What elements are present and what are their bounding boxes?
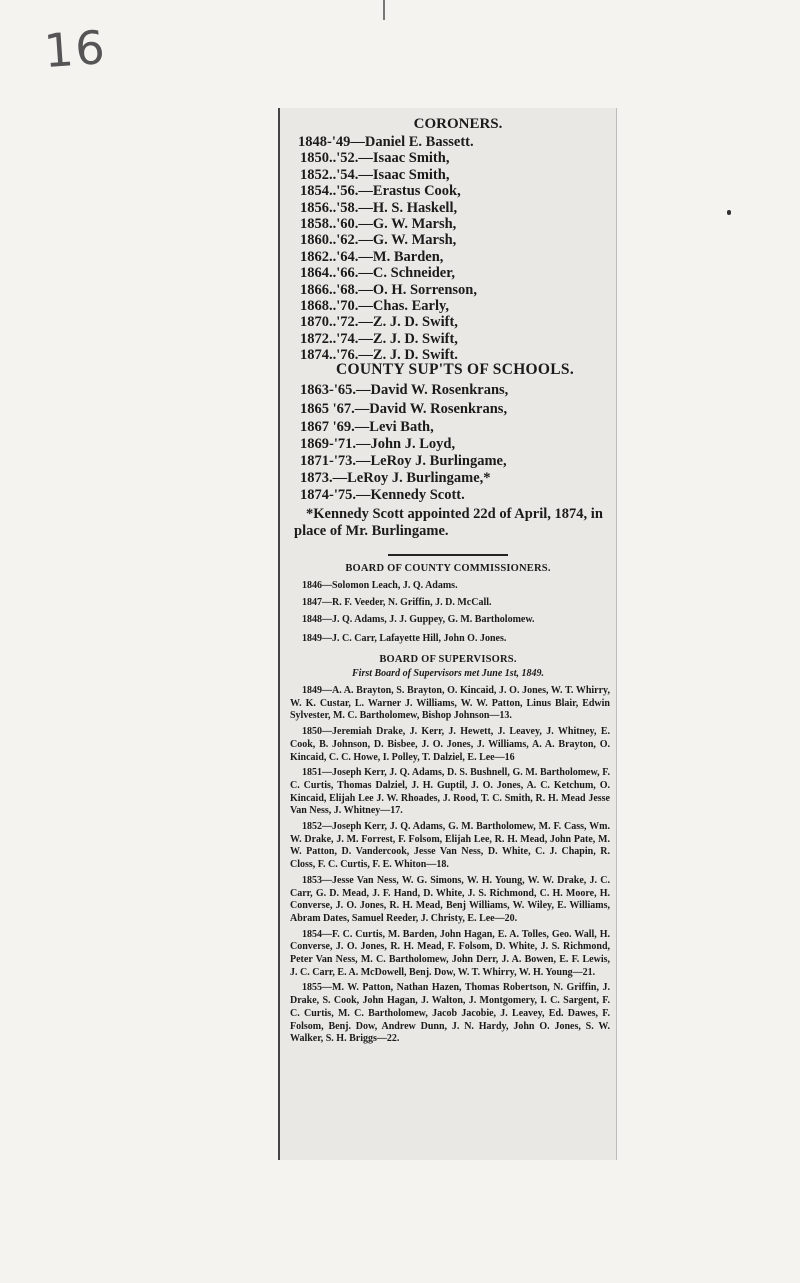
coroner-entry: 1850..'52.—Isaac Smith,	[300, 150, 450, 167]
supervisors-subtitle: First Board of Supervisors met June 1st, 1849.	[352, 668, 544, 679]
ink-speck	[727, 210, 731, 215]
coroner-entry: 1862..'64.—M. Barden,	[300, 248, 444, 265]
coroner-entry: 1854..'56.—Erastus Cook,	[300, 183, 461, 200]
school-entry: 1871-'73.—LeRoy J. Burlingame,	[300, 453, 507, 469]
coroner-entry: 1872..'74.—Z. J. D. Swift,	[300, 330, 458, 347]
supervisor-entry: 1850—Jeremiah Drake, J. Kerr, J. Hewett, J. Leavey, J. Whitney, E. Cook, B. Johnson, D. Bisbee, J. O. Jones, J. Williams, A. A. Brayton, O. Kincaid, C. C. Howe, I. Polley, T. Dalziel, E. Lee—16	[290, 726, 610, 763]
supervisor-entry: 1853—Jesse Van Ness, W. G. Simons, W. H. Young, W. W. Drake, J. C. Carr, G. D. Mead, J. F. Hand, D. White, J. S. Richmond, C. H. Moore, H. Converse, J. O. Jones, R. H. Mead, Benj Williams, W. Wiley, E. Williams, Abram Dates, Samuel Reeder, J. Christy, E. Lee—20.	[290, 874, 610, 924]
supervisor-entry: 1855—M. W. Patton, Nathan Hazen, Thomas Robertson, N. Griffin, J. Drake, S. Cook, John Hagan, J. Walton, J. Montgomery, I. C. Sargent, F. C. Curtis, M. C. Bartholomew, Jacob Jacobie, J. Leavey, Ed. Dawes, F. Folsom, Benj. Dow, Andrew Dunn, J. N. Hardy, John O. Jones, S. W. Walker, S. H. Briggs—22.	[290, 982, 610, 1045]
commissioner-entry: 1849—J. C. Carr, Lafayette Hill, John O. Jones.	[302, 632, 507, 644]
supervisor-entry: 1851—Joseph Kerr, J. Q. Adams, D. S. Bushnell, G. M. Bartholomew, F. C. Curtis, Thomas Dalziel, J. H. Guptil, J. O. Jones, A. C. Ketchum, O. Kincaid, Elijah Lee J. W. Rhoades, J. Rood, T. C. Smith, R. H. Mead Jesse Van Ness, J. Whitney—17.	[290, 767, 610, 817]
coroner-entry: 1856..'58.—H. S. Haskell,	[300, 199, 458, 216]
coroner-entry: 1874..'76.—Z. J. D. Swift.	[300, 347, 458, 364]
coroners-section	[280, 114, 616, 364]
school-entry: 1863-'65.—David W. Rosenkrans,	[300, 382, 509, 398]
section-divider	[388, 554, 508, 556]
supervisor-entry: 1854—F. C. Curtis, M. Barden, John Hagan, E. A. Tolles, Geo. Wall, H. Converse, J. O. Jones, R. H. Mead, F. Folsom, D. White, J. S. Richmond, Peter Van Ness, M. C. Bartholomew, John Derr, J. A. Bowen, E. F. Lewis, J. C. Carr, E. A. McDowell, Benj. Dow, W. T. Whirry, W. H. Young—21.	[290, 928, 610, 978]
supervisor-entry: 1849—A. A. Brayton, S. Brayton, O. Kincaid, J. O. Jones, W. T. Whirry, W. K. Custar, L. Warner J. Williams, W. W. Patton, Linus Blair, Edwin Sylvester, M. C. Bartholomew, Bishop Johnson—13.	[290, 685, 610, 722]
top-margin-mark	[383, 0, 385, 20]
schools-title: COUNTY SUP'TS OF SCHOOLS.	[335, 361, 575, 378]
commissioner-entry: 1848—J. Q. Adams, J. J. Guppey, G. M. Bartholomew.	[302, 614, 535, 625]
supervisors-title: BOARD OF SUPERVISORS.	[379, 654, 517, 665]
schools-section	[280, 360, 616, 540]
school-entry: 1873.—LeRoy J. Burlingame,*	[300, 470, 491, 486]
supervisor-entry: 1852—Joseph Kerr, J. Q. Adams, G. M. Bartholomew, M. F. Cass, Wm. W. Drake, J. M. Forrest, F. Folsom, Elijah Lee, R. H. Mead, John Pate, M. W. Patton, D. Vandercook, Jesse Van Ness, D. White, C. J. Chapin, R. Closs, F. C. Curtis, F. E. Whiton—18.	[290, 821, 610, 871]
coroner-entry: 1866..'68.—O. H. Sorrenson,	[300, 281, 477, 298]
commissioner-entry: 1847—R. F. Veeder, N. Griffin, J. D. McCall.	[302, 597, 492, 608]
commissioners-section	[280, 544, 616, 647]
coroners-title: CORONERS.	[413, 116, 503, 132]
schools-footnote: *Kennedy Scott appointed 22d of April, 1874, in place of Mr. Burlingame.	[294, 506, 603, 539]
coroner-entry: 1852..'54.—Isaac Smith,	[300, 166, 450, 183]
coroner-entry: 1870..'72.—Z. J. D. Swift,	[300, 314, 458, 331]
commissioners-title: BOARD OF COUNTY COMMISSIONERS.	[345, 563, 551, 574]
coroner-entry: 1858..'60.—G. W. Marsh,	[300, 216, 457, 233]
school-entry: 1874-'75.—Kennedy Scott.	[300, 487, 465, 503]
coroner-entry: 1860..'62.—G. W. Marsh,	[300, 232, 457, 249]
coroner-entry: 1848-'49—Daniel E. Bassett.	[298, 134, 474, 150]
supervisors-section	[280, 653, 616, 1046]
school-entry: 1869-'71.—John J. Loyd,	[300, 436, 456, 452]
page-number: 16	[42, 19, 109, 79]
school-entry: 1867 '69.—Levi Bath,	[300, 419, 434, 435]
coroner-entry: 1864..'66.—C. Schneider,	[300, 265, 455, 282]
school-entry: 1865 '67.—David W. Rosenkrans,	[300, 401, 508, 417]
coroner-entry: 1868..'70.—Chas. Early,	[300, 298, 450, 315]
newspaper-clipping	[278, 108, 617, 1160]
commissioner-entry: 1846—Solomon Leach, J. Q. Adams.	[302, 580, 458, 591]
